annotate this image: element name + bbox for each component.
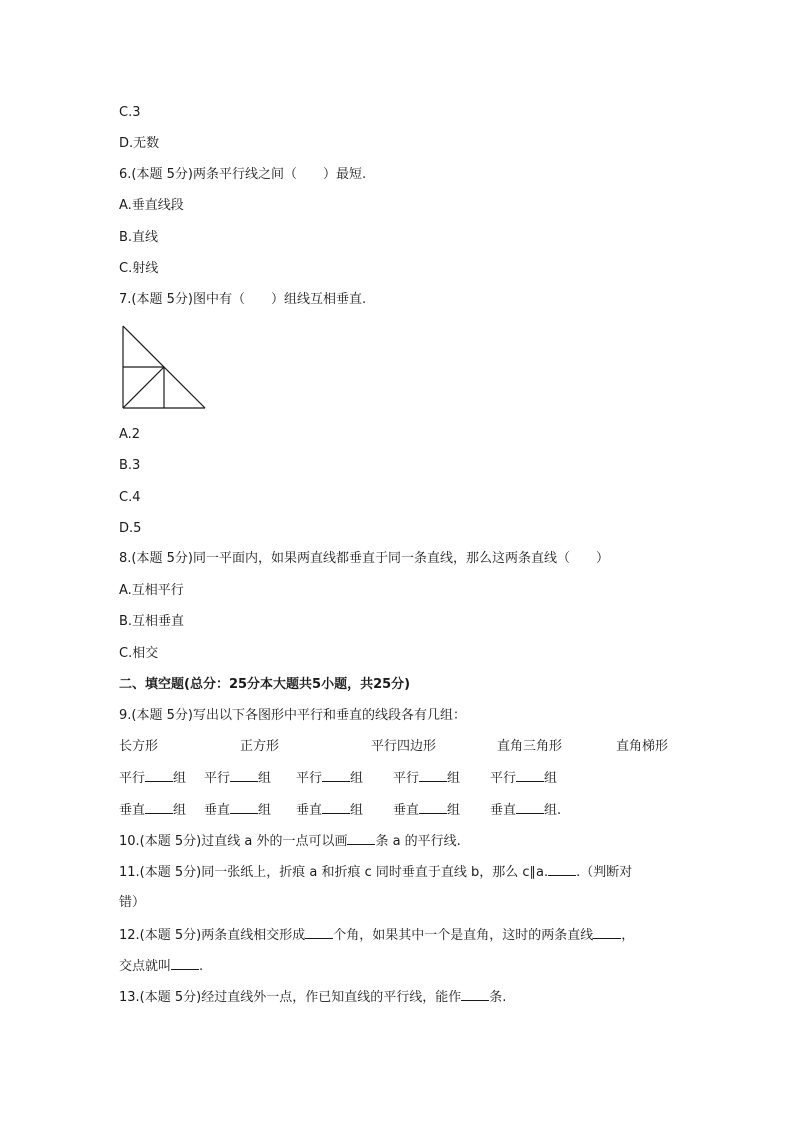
answer-blank[interactable] — [461, 988, 489, 1001]
section-2-title: 二、填空题(总分：25分本大题共5小题，共25分) — [119, 677, 411, 692]
q9-stem: 9.(本题 5分)写出以下各图形中平行和垂直的线段各有几组： — [119, 708, 466, 723]
perpendicular-right-triangle: 垂直 组 — [393, 803, 461, 818]
q13-stem: 13.(本题 5分)经过直线外一点，作已知直线的平行线，能作 条. — [119, 990, 507, 1005]
answer-blank[interactable] — [548, 863, 576, 876]
q8-option-c: C.相交 — [119, 646, 159, 661]
q5-option-c: C.3 — [119, 105, 141, 120]
q7-stem: 7.(本题 5分)图中有（ ）组线互相垂直. — [119, 292, 367, 307]
q8-option-a: A.互相平行 — [119, 583, 184, 598]
answer-blank[interactable] — [593, 926, 621, 939]
answer-blank[interactable] — [516, 801, 544, 814]
answer-blank[interactable] — [419, 801, 447, 814]
q7-triangle-figure — [119, 322, 209, 416]
q10-stem: 10.(本题 5分)过直线 a 外的一点可以画 条 a 的平行线. — [119, 834, 461, 849]
parallel-square: 平行 组 — [204, 771, 272, 786]
q8-stem: 8.(本题 5分)同一平面内，如果两直线都垂直于同一条直线，那么这两条直线（ ） — [119, 551, 609, 566]
q6-option-c: C.射线 — [119, 261, 159, 276]
shape-square: 正方形 — [240, 739, 280, 754]
answer-blank[interactable] — [419, 769, 447, 782]
q7-option-a: A.2 — [119, 427, 141, 442]
q7-option-b: B.3 — [119, 458, 141, 473]
q6-option-a: A.垂直线段 — [119, 198, 184, 213]
answer-blank[interactable] — [305, 926, 333, 939]
parallel-right-triangle: 平行 组 — [393, 771, 461, 786]
shape-right-triangle: 直角三角形 — [497, 739, 563, 754]
shape-right-trapezoid: 直角梯形 — [616, 739, 669, 754]
answer-blank[interactable] — [322, 769, 350, 782]
perpendicular-right-trapezoid: 垂直 组. — [490, 803, 562, 818]
answer-blank[interactable] — [145, 801, 173, 814]
answer-blank[interactable] — [322, 801, 350, 814]
answer-blank[interactable] — [347, 832, 375, 845]
parallel-rectangle: 平行 组 — [119, 771, 187, 786]
answer-blank[interactable] — [171, 957, 199, 970]
perpendicular-square: 垂直 组 — [204, 803, 272, 818]
q6-stem: 6.(本题 5分)两条平行线之间（ ）最短. — [119, 167, 367, 182]
answer-blank[interactable] — [230, 769, 258, 782]
q12-stem-continued: 交点就叫 . — [119, 959, 204, 974]
shape-rectangle: 长方形 — [119, 739, 159, 754]
perpendicular-parallelogram: 垂直 组 — [296, 803, 364, 818]
parallel-right-trapezoid: 平行 组 — [490, 771, 558, 786]
q12-stem: 12.(本题 5分)两条直线相交形成 个角，如果其中一个是直角，这时的两条直线 ， — [119, 928, 635, 943]
q11-stem-continued: 错） — [119, 895, 146, 910]
answer-blank[interactable] — [145, 769, 173, 782]
q5-option-d: D.无数 — [119, 136, 160, 151]
parallel-parallelogram: 平行 组 — [296, 771, 364, 786]
q8-option-b: B.互相垂直 — [119, 614, 185, 629]
shape-parallelogram: 平行四边形 — [371, 739, 437, 754]
q7-option-d: D.5 — [119, 521, 142, 536]
answer-blank[interactable] — [516, 769, 544, 782]
q6-option-b: B.直线 — [119, 230, 159, 245]
answer-blank[interactable] — [230, 801, 258, 814]
q11-stem: 11.(本题 5分)同一张纸上，折痕 a 和折痕 c 同时垂直于直线 b，那么 c∥a. .（判断对 — [119, 865, 633, 880]
q7-option-c: C.4 — [119, 490, 141, 505]
perpendicular-rectangle: 垂直 组 — [119, 803, 187, 818]
